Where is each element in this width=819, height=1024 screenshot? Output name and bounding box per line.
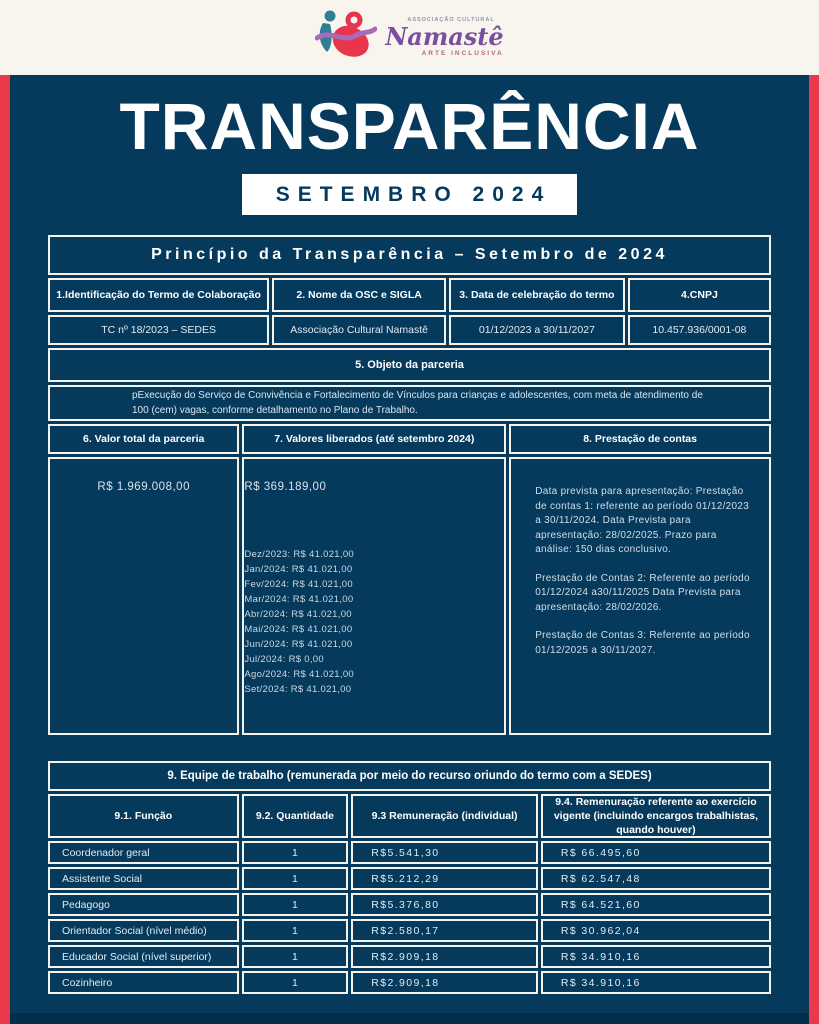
header-valores-liberados: 7. Valores liberados (até setembro 2024)	[242, 424, 506, 454]
equipe-title-row	[48, 761, 771, 791]
prestacao-paragraphs: Data prevista para apresentação: Prestação de contas 1: referente ao período 01/12/2023 a 30/11/2024. Data Prevista para apresentação: 28/02/2025. Prazo para análise: 150 dias conclusivo. Prestação de Contas 2: Referente ao período 01/12/2024 a30/11/2025 Data Prevista para apresentação: 28/02/2026. Prestação de Contas 3: Referente ao período 01/12/2025 a 30/11/2027.	[535, 486, 750, 656]
logo-text	[385, 18, 503, 57]
value-nome-osc: Associação Cultural Namastê	[272, 315, 446, 345]
value-identificacao: TC nº 18/2023 – SEDES	[48, 315, 269, 345]
header-quantidade: 9.2. Quantidade	[242, 794, 349, 838]
cell-remuneracao: R$5.376,80	[351, 893, 538, 916]
cell-exercicio: R$ 30.962,04	[541, 919, 771, 942]
cell-funcao: Pedagogo	[48, 893, 239, 916]
valores-liberados-cell	[242, 457, 506, 735]
valor-total: R$ 1.969.008,00	[48, 457, 239, 735]
financial-body-row	[48, 457, 771, 735]
financial-header-row	[48, 424, 771, 454]
table-row	[48, 919, 771, 942]
cell-quantidade: 1	[242, 971, 349, 994]
cell-funcao: Coordenador geral	[48, 841, 239, 864]
cell-quantidade: 1	[242, 867, 349, 890]
objeto-header-row	[48, 348, 771, 382]
left-red-strip	[0, 75, 10, 1024]
table-row	[48, 893, 771, 916]
table-row	[48, 867, 771, 890]
cell-remuneracao: R$5.541,30	[351, 841, 538, 864]
cell-quantidade: 1	[242, 841, 349, 864]
namaste-logo	[315, 7, 503, 68]
objeto-header: 5. Objeto da parceria	[48, 348, 771, 382]
cell-exercicio: R$ 34.910,16	[541, 971, 771, 994]
header-valor-total: 6. Valor total da parceria	[48, 424, 239, 454]
logo-mark-icon	[315, 7, 377, 68]
cell-exercicio: R$ 64.521,60	[541, 893, 771, 916]
header-remuneracao: 9.3 Remuneração (individual)	[351, 794, 538, 838]
logo-name: Namastê	[385, 21, 504, 51]
subtitle-badge: SETEMBRO 2024	[242, 174, 578, 215]
cell-quantidade: 1	[242, 945, 349, 968]
logo-tagline: ARTE INCLUSIVA	[421, 49, 504, 57]
page-title: TRANSPARÊNCIA	[119, 89, 700, 163]
equipe-title: 9. Equipe de trabalho (remunerada por meio do recurso oriundo do termo com a SEDES)	[48, 761, 771, 791]
cell-funcao: Cozinheiro	[48, 971, 239, 994]
cell-exercicio: R$ 34.910,16	[541, 945, 771, 968]
header-funcao: 9.1. Função	[48, 794, 239, 838]
value-data-celebracao: 01/12/2023 a 30/11/2027	[449, 315, 625, 345]
cell-exercicio: R$ 62.547,48	[541, 867, 771, 890]
valores-mensais-list: Dez/2023: R$ 41.021,00 Jan/2024: R$ 41.021,00 Fev/2024: R$ 41.021,00 Mar/2024: R$ 41.021,00 Abr/2024: R$ 41.021,00 Mai/2024: R$ 41.021,00 Jun/2024: R$ 41.021,00 Jul/2024: R$ 0,00 Ago/2024: R$ 41.021,00 Set/2024: R$ 41.021,00	[244, 549, 354, 695]
logo-association-label: ASSOCIAÇÃO CULTURAL	[407, 17, 495, 23]
value-cnpj: 10.457.936/0001-08	[628, 315, 771, 345]
objeto-text-row	[48, 385, 771, 421]
valores-liberados-total: R$ 369.189,00	[244, 481, 327, 493]
equipe-table	[48, 761, 771, 994]
cell-funcao: Assistente Social	[48, 867, 239, 890]
cell-remuneracao: R$2.909,18	[351, 945, 538, 968]
cell-funcao: Educador Social (nível superior)	[48, 945, 239, 968]
table-row	[48, 841, 771, 864]
right-red-strip	[809, 75, 819, 1024]
equipe-header-row	[48, 794, 771, 838]
cell-exercicio: R$ 66.495,60	[541, 841, 771, 864]
objeto-text: pExecução do Serviço de Convivência e Fortalecimento de Vínculos para crianças e adolescentes, com meta de atendimento de 100 (cem) vagas, conforme detalhamento no Plano de Trabalho.	[48, 385, 771, 421]
cell-funcao: Orientador Social (nível médio)	[48, 919, 239, 942]
cell-remuneracao: R$5.212,29	[351, 867, 538, 890]
transparency-table	[48, 235, 771, 735]
cream-header	[0, 0, 819, 75]
header-nome-osc: 2. Nome da OSC e SIGLA	[272, 278, 446, 312]
cell-quantidade: 1	[242, 893, 349, 916]
header-prestacao-contas: 8. Prestação de contas	[509, 424, 771, 454]
subtitle-wrap	[0, 174, 819, 215]
table1-title-row	[48, 235, 771, 275]
prestacao-contas-cell	[509, 457, 771, 735]
header-identificacao: 1.Identificação do Termo de Colaboração	[48, 278, 269, 312]
table1-title: Princípio da Transparência – Setembro de 2024	[48, 235, 771, 275]
cell-quantidade: 1	[242, 919, 349, 942]
table-row	[48, 945, 771, 968]
header-exercicio: 9.4. Remenuração referente ao exercício vigente (incluindo encargos trabalhistas, quando houver)	[541, 794, 771, 838]
header-data-celebracao: 3. Data de celebração do termo	[449, 278, 625, 312]
cell-remuneracao: R$2.580,17	[351, 919, 538, 942]
header-cnpj: 4.CNPJ	[628, 278, 771, 312]
cell-remuneracao: R$2.909,18	[351, 971, 538, 994]
table-row	[48, 971, 771, 994]
table1-header-row	[48, 278, 771, 312]
footer-bar	[10, 1013, 809, 1024]
table1-values-row	[48, 315, 771, 345]
